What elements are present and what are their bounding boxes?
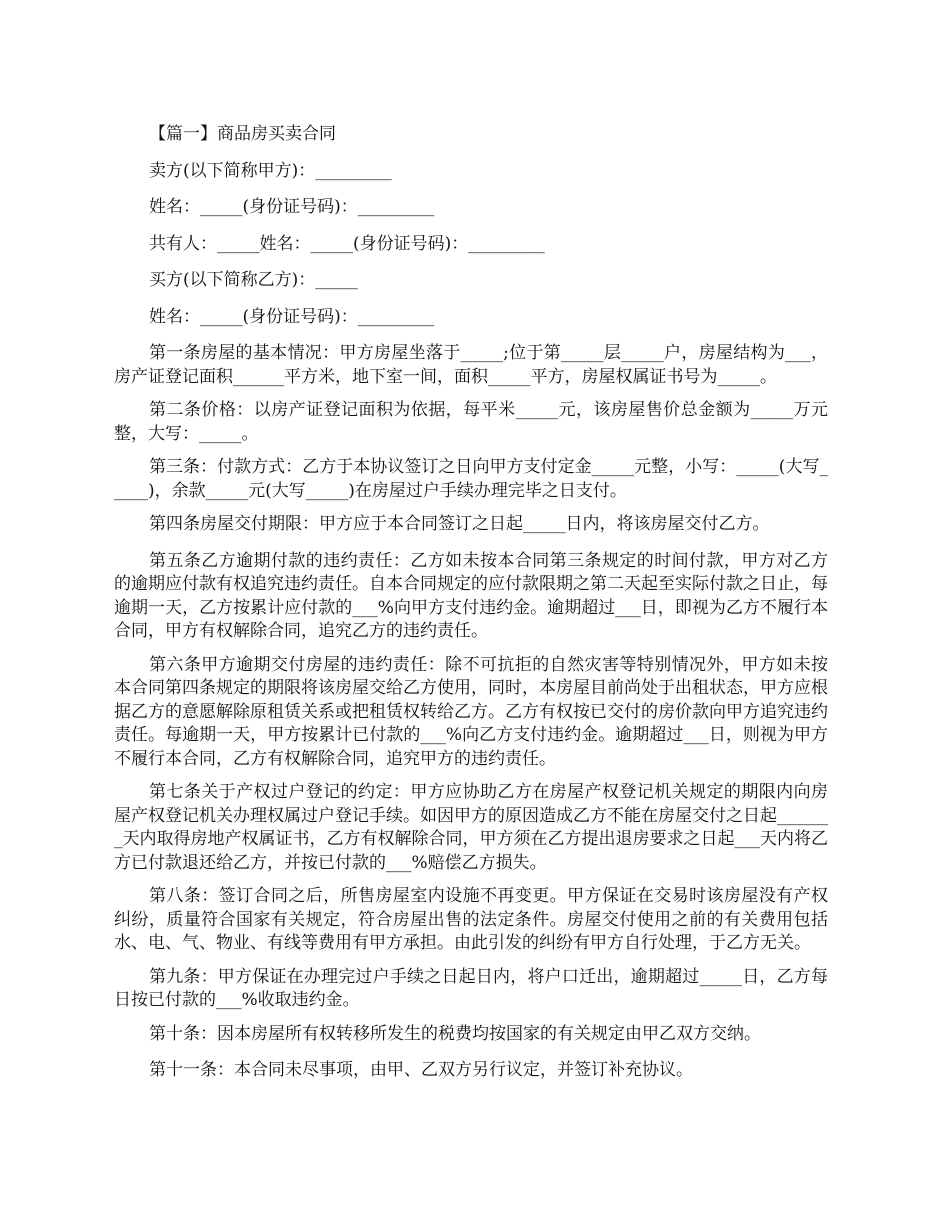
article-1: 第一条房屋的基本情况：甲方房屋坐落于_____;位于第_____层_____户，房屋结构为___，房产证登记面积______平方米，地下室一间，面积_____平方，房屋权属证书号为_____。 — [114, 343, 828, 387]
document-title: 【篇一】商品房买卖合同 — [149, 124, 336, 144]
buyer-line: 买方(以下简称乙方)：_____ — [149, 270, 358, 290]
seller-name-line: 姓名：_____(身份证号码)：_________ — [149, 197, 435, 217]
article-4: 第四条房屋交付期限：甲方应于本合同签订之日起_____日内，将该房屋交付乙方。 — [149, 514, 770, 534]
article-5: 第五条乙方逾期付款的违约责任：乙方如未按本合同第三条规定的时间付款，甲方对乙方的逾期应付款有权追究违约责任。自本合同规定的应付款限期之第二天起至实际付款之日止，每逾期一天，乙方按累计应付款的___%向甲方支付违约金。逾期超过___日，即视为乙方不履行本合同，甲方有权解除合同，追究乙方的违约责任。 — [114, 550, 828, 641]
article-7: 第七条关于产权过户登记的约定：甲方应协助乙方在房屋产权登记机关规定的期限内向房屋产权登记机关办理权属过户登记手续。如因甲方的原因造成乙方不能在房屋交付之日起_______天内取得房地产权属证书，乙方有权解除合同，甲方须在乙方提出退房要求之日起___天内将乙方已付款退还给乙方，并按已付款的___%赔偿乙方损失。 — [114, 782, 828, 873]
article-8: 第八条：签订合同之后，所售房屋室内设施不再变更。甲方保证在交易时该房屋没有产权纠纷，质量符合国家有关规定，符合房屋出售的法定条件。房屋交付使用之前的有关费用包括水、电、气、物业、有线等费用有甲方承担。由此引发的纠纷有甲方自行处理，于乙方无关。 — [114, 886, 828, 953]
article-2: 第二条价格：以房产证登记面积为依据，每平米_____元，该房屋售价总金额为_____万元整，大写：_____。 — [114, 400, 828, 444]
document-body — [114, 123, 828, 1096]
buyer-name-line: 姓名：_____(身份证号码)：_________ — [149, 306, 435, 327]
seller-line: 卖方(以下简称甲方)：_________ — [149, 160, 392, 181]
article-10: 第十条：因本房屋所有权转移所发生的税费均按国家的有关规定由甲乙双方交纳。 — [149, 1023, 761, 1044]
co-owner-line: 共有人：_____姓名：_____(身份证号码)：_________ — [149, 233, 545, 254]
article-6: 第六条甲方逾期交付房屋的违约责任：除不可抗拒的自然灾害等特别情况外，甲方如未按本合同第四条规定的期限将该房屋交给乙方使用，同时，本房屋目前尚处于出租状态，甲方应根据乙方的意愿解除原租赁关系或把租赁权转给乙方。乙方有权按已交付的房价款向甲方追究违约责任。每逾期一天，甲方按累计已付款的___%向乙方支付违约金。逾期超过___日，则视为甲方不履行本合同，乙方有权解除合同，追究甲方的违约责任。 — [114, 654, 828, 769]
article-9: 第九条：甲方保证在办理完过户手续之日起日内，将户口迁出，逾期超过_____日，乙方每日按已付款的___%收取违约金。 — [114, 966, 828, 1010]
article-3: 第三条：付款方式：乙方于本协议签订之日向甲方支付定金_____元整，小写：_____(大写_____)，余款_____元(大写_____)在房屋过户手续办理完毕之日支付。 — [114, 457, 828, 501]
article-11: 第十一条：本合同未尽事项，由甲、乙双方另行议定，并签订补充协议。 — [149, 1060, 693, 1080]
